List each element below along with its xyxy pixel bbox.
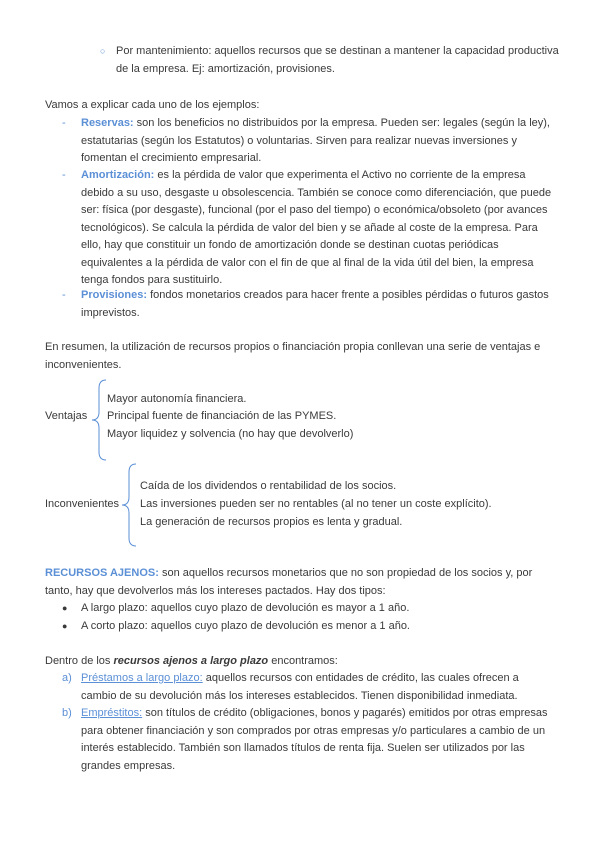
summary-paragraph: En resumen, la utilización de recursos propios o financiación propia conllevan una serie de ventajas e inconvenientes. xyxy=(45,341,541,371)
sub-bullet-text: Por mantenimiento: aquellos recursos que se destinan a mantener la capacidad productiva de la empresa. Ej: amortización, provisiones. xyxy=(116,45,559,75)
term-largo-plazo: recursos ajenos a largo plazo xyxy=(113,655,269,667)
circle-bullet-icon: ○ xyxy=(100,46,106,56)
bullet-dot-icon: ● xyxy=(62,603,68,613)
inconveniente-item: Las inversiones pueden ser no rentables (al no tener un coste explícito). xyxy=(140,498,492,510)
ventaja-item: Principal fuente de financiación de las PYMES. xyxy=(107,410,337,422)
example-amortizacion xyxy=(62,167,557,290)
ventaja-item: Mayor liquidez y solvencia (no hay que devolverlo) xyxy=(107,428,354,440)
ajenos-type-text: A largo plazo: aquellos cuyo plazo de devolución es mayor a 1 año. xyxy=(81,602,410,614)
largo-plazo-prefix: Dentro de los xyxy=(45,655,114,667)
prestamos-text: aquellos recursos con entidades de crédito, las cuales ofrecen a cambio de su devolución más los intereses establecidos. Tienen disponibilidad inmediata. xyxy=(81,672,519,702)
emprestitos-text: son títulos de crédito (obligaciones, bonos y pagarés) emitidos por otras empresas para obtener financiación y son comprados por otras empresas y/o particulares a cambio de un interés establecido. También son llamados títulos de renta fija. Suelen ser utilizados por las grandes empresas. xyxy=(81,707,548,772)
dash-bullet-icon: - xyxy=(62,289,66,301)
example-provisiones xyxy=(62,287,557,322)
inconveniente-item: Caída de los dividendos o rentabilidad de los socios. xyxy=(140,480,397,492)
example-reservas xyxy=(62,115,557,168)
dash-bullet-icon: - xyxy=(62,117,66,129)
letter-marker: a) xyxy=(62,672,72,684)
inconvenientes-brace xyxy=(118,462,140,548)
letter-marker: b) xyxy=(62,707,72,719)
term-reservas: Reservas: xyxy=(81,117,134,129)
intro-examples: Vamos a explicar cada uno de los ejemplos: xyxy=(45,99,260,111)
sub-bullet-item xyxy=(100,43,560,78)
ajenos-type-item xyxy=(62,600,557,618)
reservas-text: son los beneficios no distribuidos por la empresa. Pueden ser: legales (según la ley), estatutarias (según los Estatutos) o voluntarias. Sirven para realizar nuevas inversiones y fomentan el crecimiento empresarial. xyxy=(81,117,550,164)
ajenos-type-text: A corto plazo: aquellos cuyo plazo de devolución es menor a 1 año. xyxy=(81,620,410,632)
ventajas-label: Ventajas xyxy=(45,410,88,422)
recursos-ajenos-paragraph xyxy=(45,565,555,600)
ajenos-type-item xyxy=(62,618,557,636)
provisiones-text: fondos monetarios creados para hacer frente a posibles pérdidas o futuros gastos imprevistos. xyxy=(81,289,549,319)
dash-bullet-icon: - xyxy=(62,169,66,181)
largo-plazo-item-prestamos xyxy=(62,670,557,705)
term-provisiones: Provisiones: xyxy=(81,289,148,301)
bullet-dot-icon: ● xyxy=(62,621,68,631)
term-emprestitos: Empréstitos: xyxy=(81,707,143,719)
inconvenientes-label: Inconvenientes xyxy=(45,498,119,510)
largo-plazo-suffix: encontramos: xyxy=(268,655,338,667)
amortizacion-text: es la pérdida de valor que experimenta el Activo no corriente de la empresa debido a su uso, desgaste u obsolescencia. También se conoce como diferenciación, que puede ser: física (por desgaste), funcional (por el paso del tiempo) o económica/obsoleto (por avances tecnológicos). Se calcula la pérdida de valor del bien y se añade al coste de la empresa. Para ello, hay que constituir un fondo de amortización donde se destinan cuotas periódicas equivalentes a la pérdida de valor con el fin de que al final de la vida útil del bien, la empresa tenga fondos para sustituirlo. xyxy=(81,169,552,286)
term-amortizacion: Amortización: xyxy=(81,169,155,181)
recursos-ajenos-text: son aquellos recursos monetarios que no son propiedad de los socios y, por tanto, hay que devolverlos más los intereses pactados. Hay dos tipos: xyxy=(45,567,533,597)
ventaja-item: Mayor autonomía financiera. xyxy=(107,393,247,405)
term-prestamos: Préstamos a largo plazo: xyxy=(81,672,203,684)
term-recursos-ajenos: RECURSOS AJENOS: xyxy=(45,567,159,579)
inconveniente-item: La generación de recursos propios es lenta y gradual. xyxy=(140,516,403,528)
largo-plazo-intro xyxy=(45,653,555,671)
largo-plazo-item-emprestitos xyxy=(62,705,557,775)
